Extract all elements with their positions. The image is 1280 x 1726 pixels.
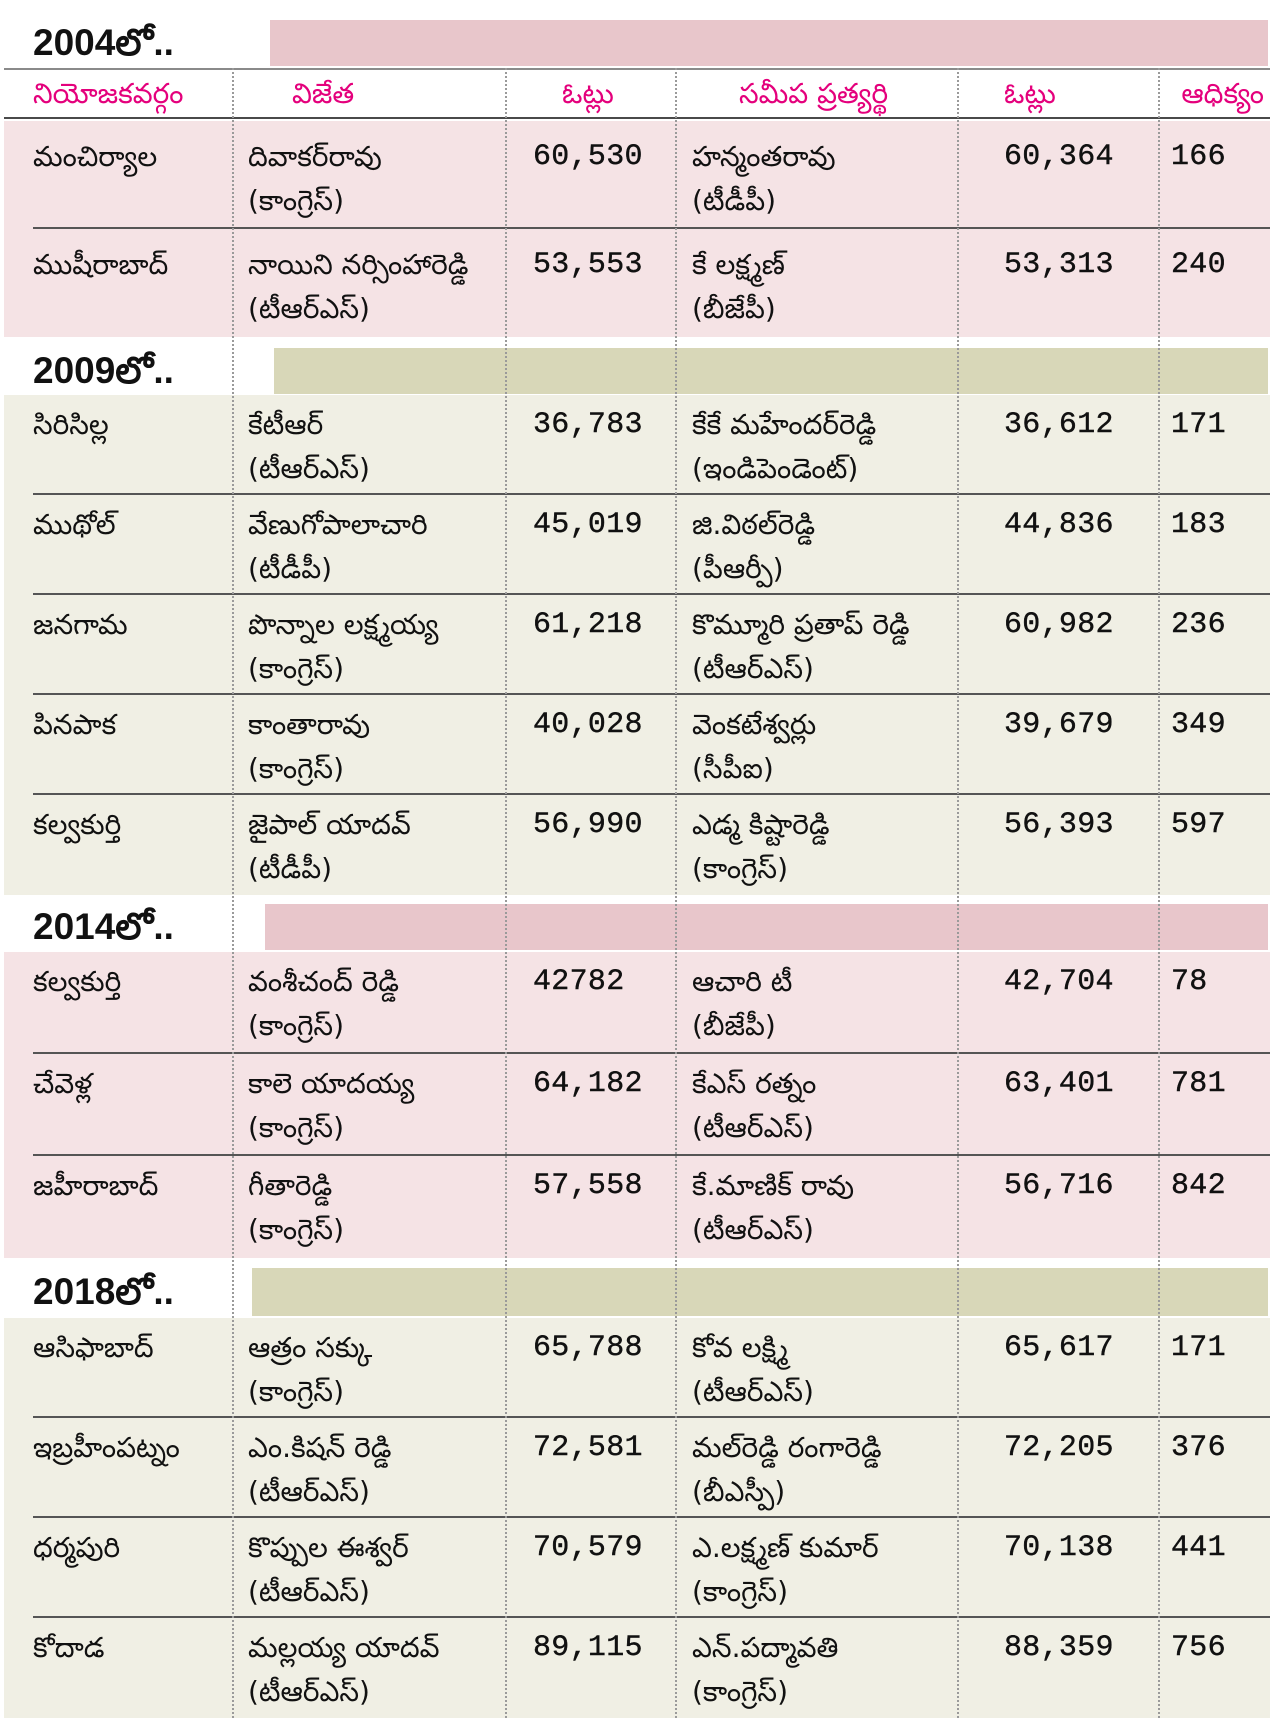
winner-votes: 53,553 — [533, 248, 643, 282]
runner-up-party: (టీఆర్ఎస్) — [692, 1375, 814, 1408]
winner-votes: 40,028 — [533, 708, 643, 742]
runner-up-votes: 44,836 — [1004, 508, 1114, 542]
runner-up-name: కే లక్ష్మణ్ — [692, 248, 785, 281]
election-year-section — [0, 20, 1280, 337]
runner-up-votes: 56,716 — [1004, 1169, 1114, 1203]
winner-name: కొప్పుల ఈశ్వర్ — [248, 1531, 409, 1564]
runner-up-party: (బీజేపీ) — [692, 1009, 776, 1042]
winner-party: (కాంగ్రెస్) — [248, 1375, 344, 1408]
runner-up-name: వెంకటేశ్వర్లు — [692, 708, 817, 741]
winner-cell — [248, 1526, 409, 1614]
election-year-section — [0, 904, 1280, 1258]
runner-up-name: మల్‌రెడ్డి రంగారెడ్డి — [692, 1431, 882, 1464]
constituency-name: జనగామ — [33, 608, 128, 641]
runner-up-votes: 36,612 — [1004, 408, 1114, 442]
result-row — [4, 1318, 1270, 1418]
result-row — [4, 1054, 1270, 1156]
winner-name: కాలె యాదయ్య — [248, 1067, 415, 1100]
constituency-name: చేవెళ్ల — [33, 1067, 93, 1100]
runner-up-name: ఆచారి టీ — [692, 965, 793, 998]
winner-name: కేటీఆర్ — [248, 408, 324, 441]
winner-votes: 56,990 — [533, 808, 643, 842]
winner-party: (టీడీపీ) — [248, 552, 333, 585]
winner-votes: 45,019 — [533, 508, 643, 542]
runner-up-votes: 72,205 — [1004, 1431, 1114, 1465]
constituency-name: ముథోల్ — [33, 508, 116, 541]
column-divider — [957, 68, 959, 1718]
runner-up-votes: 42,704 — [1004, 965, 1114, 999]
result-row — [4, 1618, 1270, 1718]
winner-votes: 89,115 — [533, 1631, 643, 1665]
constituency-name: మంచిర్యాల — [33, 140, 158, 173]
runner-up-cell — [692, 1426, 882, 1514]
section-rows — [4, 1318, 1270, 1718]
winner-party: (కాంగ్రెస్) — [248, 1111, 344, 1144]
header-winner-votes: ఓట్లు — [562, 77, 614, 110]
margin-votes: 171 — [1171, 1331, 1226, 1365]
margin-votes: 171 — [1171, 408, 1226, 442]
runner-up-votes: 56,393 — [1004, 808, 1114, 842]
winner-votes: 61,218 — [533, 608, 643, 642]
constituency-name: ఆసిఫాబాద్ — [33, 1331, 154, 1364]
winner-cell — [248, 960, 399, 1048]
column-divider — [232, 68, 234, 1718]
constituency-name: కల్వకుర్తి — [33, 808, 122, 841]
winner-cell — [248, 503, 428, 591]
runner-up-name: కేఎస్ రత్నం — [692, 1067, 817, 1100]
margin-votes: 597 — [1171, 808, 1226, 842]
election-year-section — [0, 1268, 1280, 1718]
runner-up-name: కేకే మహేందర్‌రెడ్డి — [692, 408, 877, 441]
column-divider — [505, 68, 507, 1718]
constituency-name: ఇబ్రహీంపట్నం — [33, 1431, 180, 1464]
winner-votes: 70,579 — [533, 1531, 643, 1565]
winner-cell — [248, 243, 469, 331]
winner-party: (కాంగ్రెస్) — [248, 1213, 344, 1246]
winner-cell — [248, 1164, 344, 1252]
winner-name: పొన్నాల లక్ష్మయ్య — [248, 608, 439, 641]
margin-votes: 183 — [1171, 508, 1226, 542]
constituency-name: జహీరాబాద్ — [33, 1169, 159, 1202]
winner-party: (టీఆర్ఎస్) — [248, 1475, 370, 1508]
winner-party: (టీఆర్ఎస్) — [248, 1575, 370, 1608]
margin-votes: 236 — [1171, 608, 1226, 642]
winner-party: (టీఆర్ఎస్) — [248, 452, 370, 485]
winner-cell — [248, 603, 438, 691]
winner-cell — [248, 135, 382, 223]
runner-up-party: (కాంగ్రెస్) — [692, 1575, 788, 1608]
section-band — [274, 348, 1268, 394]
margin-votes: 376 — [1171, 1431, 1226, 1465]
runner-up-party: (సీపీఐ) — [692, 752, 774, 785]
section-band — [265, 904, 1268, 950]
winner-cell — [248, 1326, 372, 1414]
winner-name: నాయిని నర్సింహారెడ్డి — [248, 248, 469, 281]
header-runner-up: సమీప ప్రత్యర్థి — [739, 77, 889, 110]
winner-cell — [248, 403, 370, 491]
winner-votes: 60,530 — [533, 140, 643, 174]
winner-cell — [248, 1626, 440, 1714]
runner-up-votes: 63,401 — [1004, 1067, 1114, 1101]
runner-up-party: (టీఆర్ఎస్) — [692, 1111, 814, 1144]
winner-name: జైపాల్ యాదవ్ — [248, 808, 411, 841]
result-row — [4, 595, 1270, 695]
runner-up-cell — [692, 503, 815, 591]
result-row — [4, 952, 1270, 1054]
runner-up-cell — [692, 135, 836, 223]
winner-votes: 57,558 — [533, 1169, 643, 1203]
runner-up-votes: 88,359 — [1004, 1631, 1114, 1665]
winner-name: దివాకర్‌రావు — [248, 140, 382, 173]
runner-up-party: (బీజేపీ) — [692, 292, 776, 325]
runner-up-cell — [692, 1062, 816, 1150]
runner-up-party: (టీడీపీ) — [692, 184, 777, 217]
runner-up-name: కోవ లక్ష్మి — [692, 1331, 788, 1364]
header-margin: ఆధిక్యం — [1181, 77, 1264, 110]
winner-name: వంశీచంద్ రెడ్డి — [248, 965, 399, 998]
margin-votes: 441 — [1171, 1531, 1226, 1565]
winner-party: (కాంగ్రెస్) — [248, 652, 344, 685]
result-row — [4, 121, 1270, 229]
margin-votes: 756 — [1171, 1631, 1226, 1665]
section-band — [270, 20, 1268, 66]
result-row — [4, 495, 1270, 595]
margin-votes: 781 — [1171, 1067, 1226, 1101]
result-row — [4, 1156, 1270, 1258]
runner-up-name: హన్మంతరావు — [692, 140, 836, 173]
runner-up-cell — [692, 960, 792, 1048]
result-row — [4, 229, 1270, 337]
result-row — [4, 695, 1270, 795]
runner-up-party: (కాంగ్రెస్) — [692, 852, 788, 885]
runner-up-cell — [692, 1164, 854, 1252]
constituency-name: కల్వకుర్తి — [33, 965, 122, 998]
winner-name: గీతారెడ్డి — [248, 1169, 333, 1202]
margin-votes: 349 — [1171, 708, 1226, 742]
runner-up-votes: 53,313 — [1004, 248, 1114, 282]
winner-name: ఆత్రం సక్కు — [248, 1331, 373, 1364]
runner-up-name: కొమ్మూరి ప్రతాప్ రెడ్డి — [692, 608, 910, 641]
winner-cell — [248, 803, 411, 891]
winner-votes: 65,788 — [533, 1331, 643, 1365]
winner-name: వేణుగోపాలాచారి — [248, 508, 428, 541]
constituency-name: పినపాక — [33, 708, 117, 741]
result-row — [4, 1518, 1270, 1618]
winner-party: (టీఆర్ఎస్) — [248, 1675, 370, 1708]
result-row — [4, 395, 1270, 495]
runner-up-cell — [692, 703, 816, 791]
section-year-label: 2009లో.. — [33, 350, 174, 391]
section-rows — [4, 121, 1270, 337]
margin-votes: 240 — [1171, 248, 1226, 282]
runner-up-party: (టీఆర్ఎస్) — [692, 652, 814, 685]
winner-party: (కాంగ్రెస్) — [248, 1009, 344, 1042]
runner-up-party: (పీఆర్పీ) — [692, 552, 784, 585]
runner-up-party: (టీఆర్ఎస్) — [692, 1213, 814, 1246]
constituency-name: సిరిసిల్ల — [33, 408, 109, 441]
constituency-name: కోదాడ — [33, 1631, 105, 1664]
section-label-row — [0, 20, 1280, 66]
section-label-row — [0, 904, 1280, 950]
winner-cell — [248, 1062, 414, 1150]
table-header-row — [4, 68, 1270, 119]
winner-party: (టీఆర్ఎస్) — [248, 292, 370, 325]
result-row — [4, 795, 1270, 895]
runner-up-name: ఎన్.పద్మావతి — [692, 1631, 839, 1664]
winner-votes: 36,783 — [533, 408, 643, 442]
winner-party: (కాంగ్రెస్) — [248, 184, 344, 217]
winner-votes: 72,581 — [533, 1431, 643, 1465]
header-constituency: నియోజకవర్గం — [33, 77, 184, 110]
section-rows — [4, 395, 1270, 895]
winner-votes: 64,182 — [533, 1067, 643, 1101]
result-row — [4, 1418, 1270, 1518]
header-winner: విజేత — [292, 77, 355, 110]
runner-up-name: ఎ.లక్ష్మణ్ కుమార్ — [692, 1531, 879, 1564]
runner-up-cell — [692, 1526, 879, 1614]
winner-party: (టీడీపీ) — [248, 852, 333, 885]
runner-up-cell — [692, 603, 910, 691]
runner-up-cell — [692, 243, 785, 331]
section-year-label: 2004లో.. — [33, 22, 174, 63]
column-divider — [1158, 68, 1160, 1718]
runner-up-name: ఎడ్మ కిష్టారెడ్డి — [692, 808, 830, 841]
section-band — [252, 1268, 1268, 1316]
runner-up-cell — [692, 1326, 814, 1414]
runner-up-cell — [692, 403, 876, 491]
margin-votes: 842 — [1171, 1169, 1226, 1203]
runner-up-party: (కాంగ్రెస్) — [692, 1675, 788, 1708]
runner-up-party: (ఇండిపెండెంట్) — [692, 452, 859, 485]
section-label-row — [0, 348, 1280, 394]
runner-up-name: కే.మాణిక్ రావు — [692, 1169, 855, 1202]
runner-up-votes: 70,138 — [1004, 1531, 1114, 1565]
winner-name: ఎం.కిషన్ రెడ్డి — [248, 1431, 392, 1464]
margin-votes: 166 — [1171, 140, 1226, 174]
runner-up-votes: 39,679 — [1004, 708, 1114, 742]
section-label-row — [0, 1268, 1280, 1316]
margin-votes: 78 — [1171, 965, 1208, 999]
runner-up-cell — [692, 1626, 838, 1714]
runner-up-name: జి.విఠల్‌రెడ్డి — [692, 508, 816, 541]
constituency-name: ధర్మపురి — [33, 1531, 121, 1564]
runner-up-cell — [692, 803, 830, 891]
winner-party: (కాంగ్రెస్) — [248, 752, 344, 785]
constituency-name: ముషీరాబాద్ — [33, 248, 169, 281]
runner-up-party: (బీఎస్పీ) — [692, 1475, 786, 1508]
section-year-label: 2018లో.. — [33, 1271, 174, 1312]
winner-cell — [248, 703, 370, 791]
winner-name: కాంతారావు — [248, 708, 371, 741]
section-year-label: 2014లో.. — [33, 906, 174, 947]
winner-cell — [248, 1426, 391, 1514]
winner-name: మల్లయ్య యాదవ్ — [248, 1631, 440, 1664]
runner-up-votes: 60,364 — [1004, 140, 1114, 174]
header-runner-up-votes: ఓట్లు — [1004, 77, 1056, 110]
runner-up-votes: 60,982 — [1004, 608, 1114, 642]
column-divider — [675, 68, 677, 1718]
winner-votes: 42782 — [533, 965, 625, 999]
section-rows — [4, 952, 1270, 1258]
election-year-section — [0, 348, 1280, 895]
runner-up-votes: 65,617 — [1004, 1331, 1114, 1365]
